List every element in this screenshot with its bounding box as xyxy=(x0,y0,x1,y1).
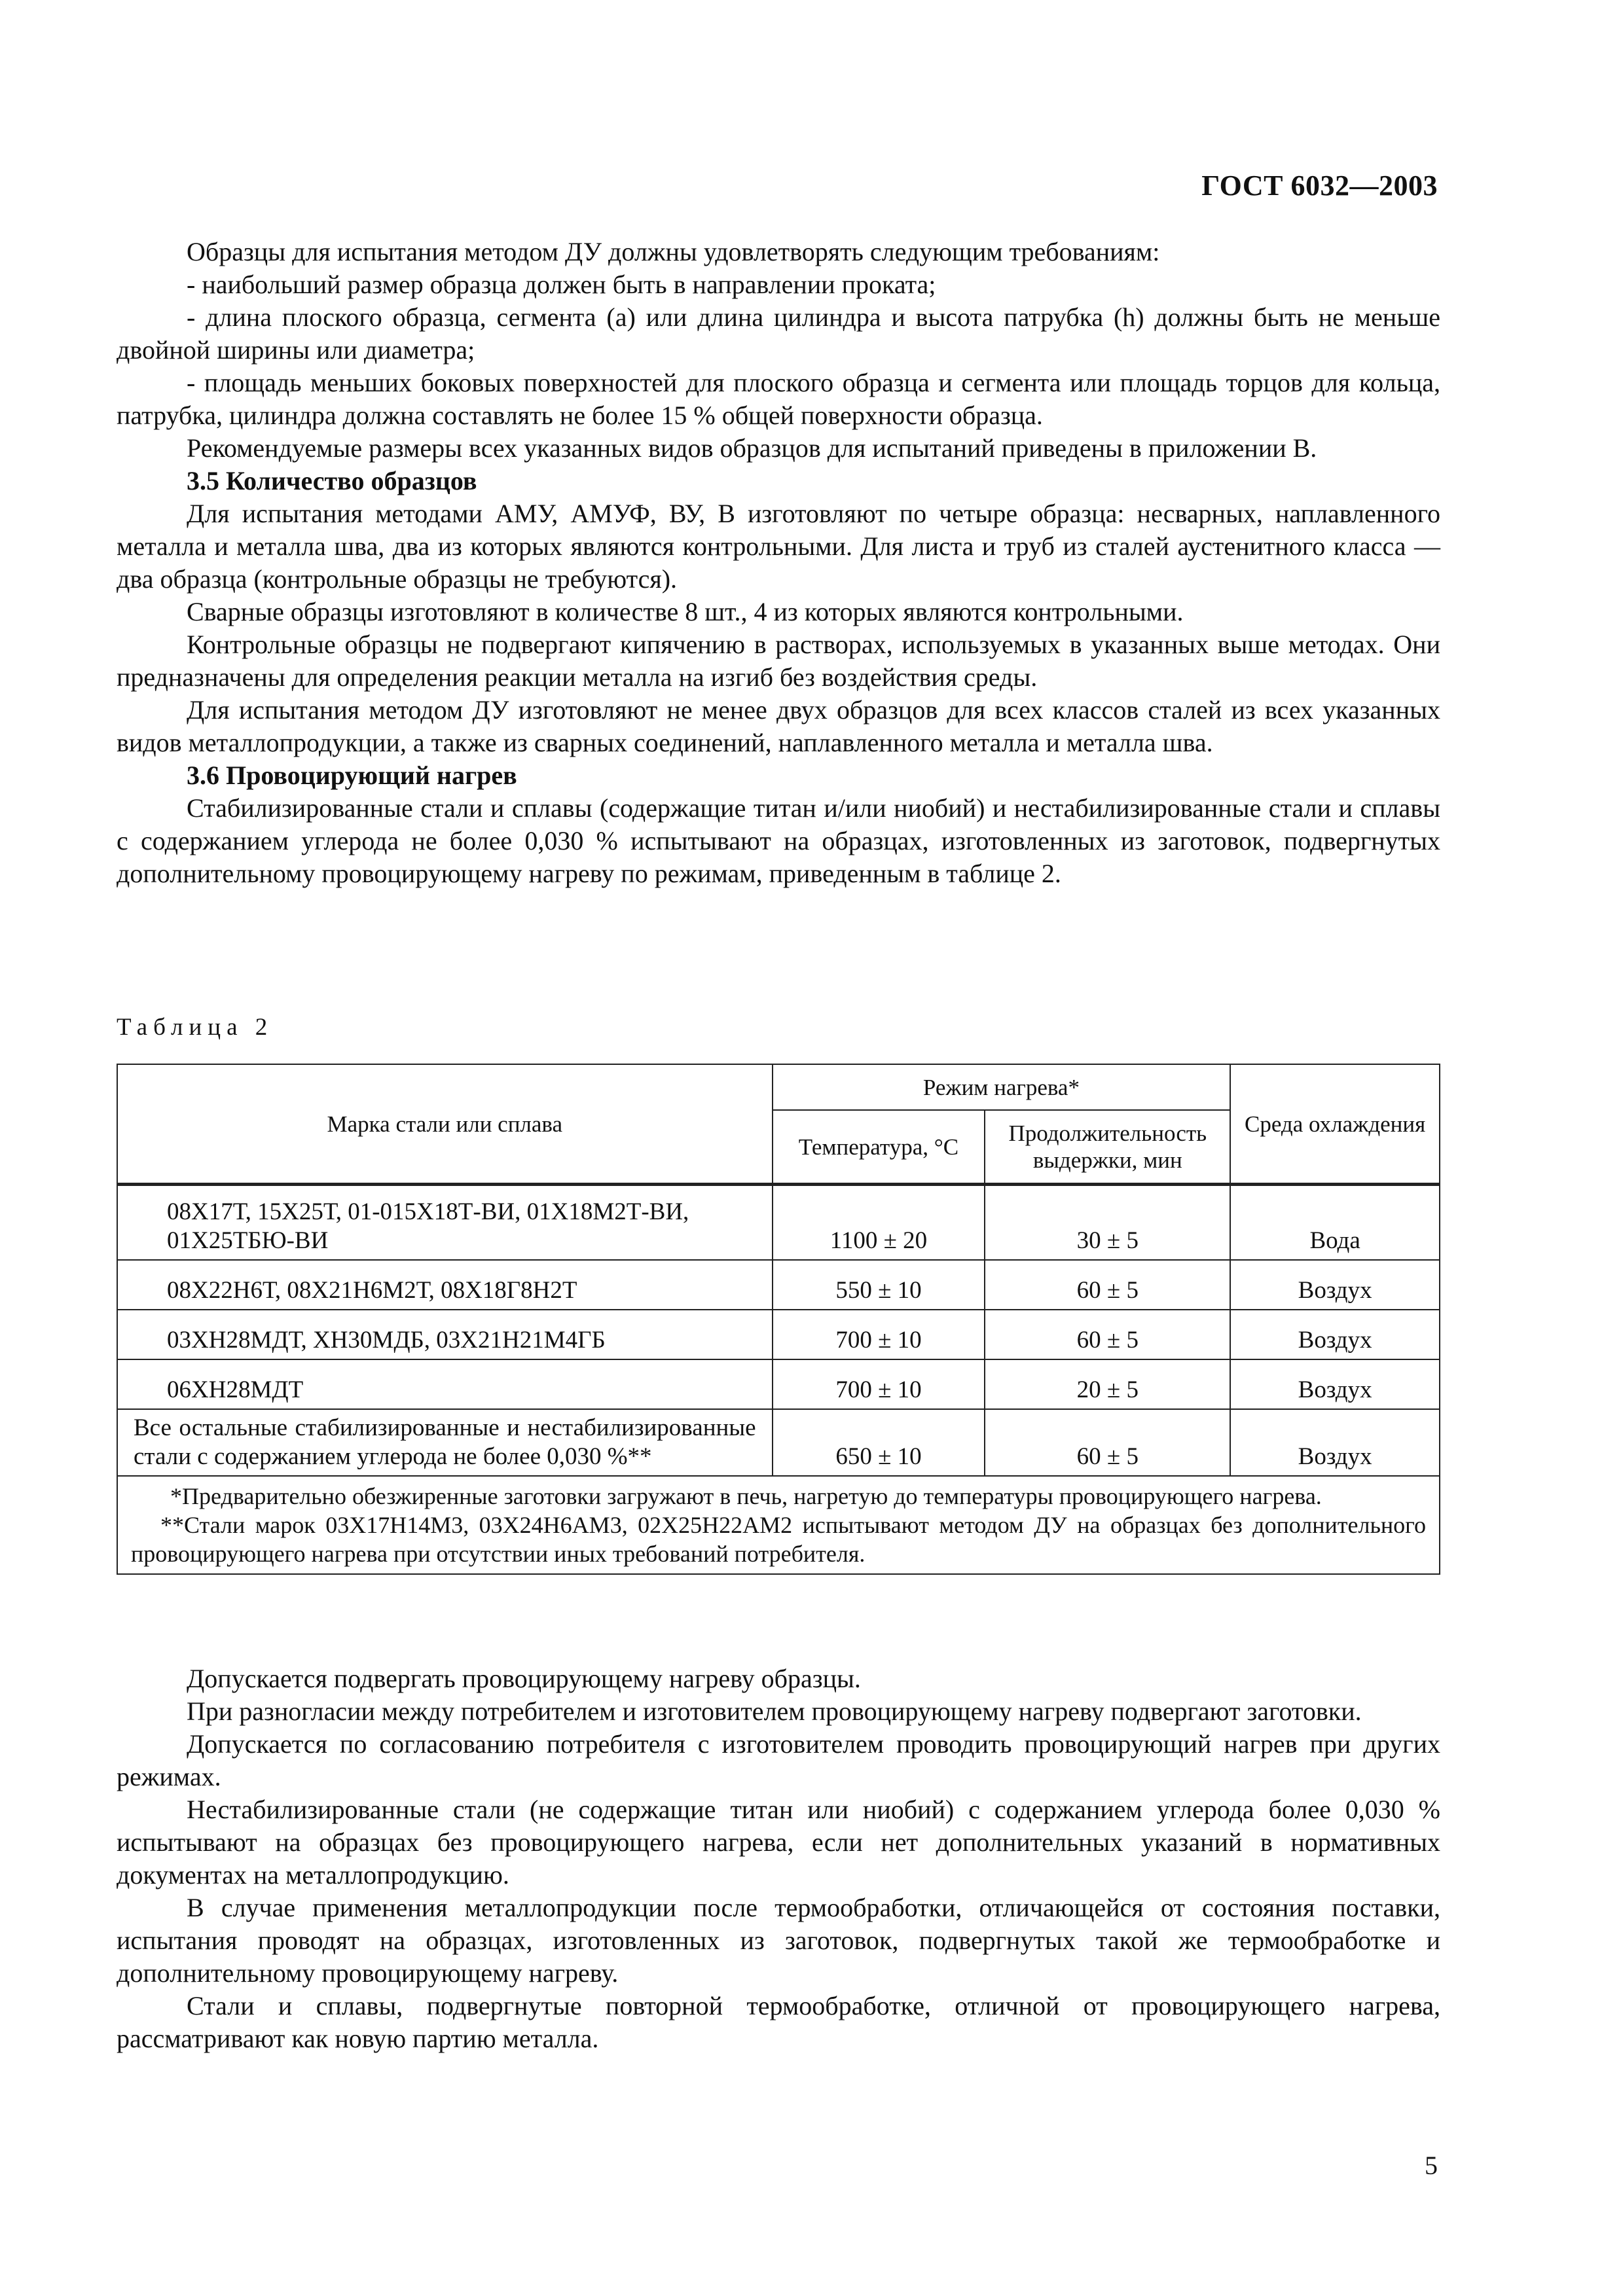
table-notes xyxy=(117,1476,1440,1574)
temp-cell: 650 ± 10 xyxy=(773,1409,985,1476)
cooling-cell: Воздух xyxy=(1230,1310,1440,1359)
duration-cell: 20 ± 5 xyxy=(985,1359,1230,1409)
table-row xyxy=(117,1260,1440,1310)
header-temperature: Температура, °С xyxy=(773,1110,985,1185)
list-item: - площадь меньших боковых поверхностей для плоского образца и сегмента или площадь торцов для кольца, патрубка, цилиндра должна составлять не более 15 % общей поверхности образца. xyxy=(117,368,1440,430)
temp-cell: 1100 ± 20 xyxy=(773,1185,985,1261)
cooling-cell: Воздух xyxy=(1230,1409,1440,1476)
duration-cell: 30 ± 5 xyxy=(985,1185,1230,1261)
paragraph: В случае применения металлопродукции после термообработки, отличающейся от состояния поставки, испытания проводят на образцах, изготовленных из заготовок, подвергнутых такой же термообработке и дополнительному провоцирующему нагреву. xyxy=(117,1893,1440,1988)
cooling-cell: Вода xyxy=(1230,1185,1440,1261)
header-grade: Марка стали или сплава xyxy=(117,1064,773,1185)
grade-cell: Все остальные стабилизированные и нестабилизированные стали с содержанием углерода не более 0,030 %** xyxy=(117,1409,773,1476)
temp-cell: 550 ± 10 xyxy=(773,1260,985,1310)
page-number: 5 xyxy=(1425,2151,1438,2180)
paragraph: Допускается подвергать провоцирующему нагреву образцы. xyxy=(187,1664,861,1693)
duration-cell: 60 ± 5 xyxy=(985,1260,1230,1310)
table-row xyxy=(117,1185,1440,1261)
temp-cell: 700 ± 10 xyxy=(773,1359,985,1409)
document-header: ГОСТ 6032—2003 xyxy=(1201,170,1438,202)
paragraph: При разногласии между потребителем и изготовителем провоцирующему нагреву подвергают заготовки. xyxy=(187,1696,1362,1726)
header-mode: Режим нагрева* xyxy=(773,1064,1231,1110)
cooling-cell: Воздух xyxy=(1230,1260,1440,1310)
paragraph: Стали и сплавы, подвергнутые повторной термообработке, отличной от провоцирующего нагрева, рассматривают как новую партию металла. xyxy=(117,1991,1440,2053)
header-duration: Продолжительность выдержки, мин xyxy=(985,1110,1230,1185)
table-row xyxy=(117,1310,1440,1359)
paragraph: Для испытания методами АМУ, АМУФ, ВУ, В изготовляют по четыре образца: несварных, наплавленного металла и металла шва, два из которых являются контрольными. Для листа и труб из сталей аустенитного класса — два образца (контрольные образцы не требуются). xyxy=(117,499,1440,594)
paragraph: Сварные образцы изготовляют в количестве 8 шт., 4 из которых являются контрольными. xyxy=(187,597,1184,626)
grade-cell: 08Х22Н6Т, 08Х21Н6М2Т, 08Х18Г8Н2Т xyxy=(117,1260,773,1310)
heating-modes-table xyxy=(117,1064,1440,1575)
paragraph: Стабилизированные стали и сплавы (содержащие титан и/или ниобий) и нестабилизированные стали и сплавы с содержанием углерода не более 0,030 % испытывают на образцах, изготовленных из заготовок, подвергнутых дополнительному провоцирующему нагреву по режимам, приведенным в таблице 2. xyxy=(117,793,1440,888)
paragraph: Для испытания методом ДУ изготовляют не менее двух образцов для всех классов сталей из всех указанных видов металлопродукции, а также из сварных соединений, наплавленного металла и металла шва. xyxy=(117,695,1440,757)
paragraph: Контрольные образцы не подвергают кипячению в растворах, используемых в указанных выше методах. Они предназначены для определения реакции металла на изгиб без воздействия среды. xyxy=(117,630,1440,692)
table-footnote: **Стали марок 03Х17Н14М3, 03Х24Н6АМ3, 02Х25Н22АМ2 испытывают методом ДУ на образцах без дополнительного провоцирующего нагрева при отсутствии иных требований потребителя. xyxy=(131,1512,1426,1567)
paragraph: Допускается по согласованию потребителя с изготовителем проводить провоцирующий нагрев при других режимах. xyxy=(117,1729,1440,1791)
section-heading: 3.6 Провоцирующий нагрев xyxy=(187,761,517,790)
cooling-cell: Воздух xyxy=(1230,1359,1440,1409)
table-footnote: *Предварительно обезжиренные заготовки загружают в печь, нагретую до температуры провоцирующего нагрева. xyxy=(170,1483,1322,1509)
section-heading: 3.5 Количество образцов xyxy=(187,466,477,495)
duration-cell: 60 ± 5 xyxy=(985,1310,1230,1359)
grade-cell: 08Х17Т, 15Х25Т, 01-015Х18Т-ВИ, 01Х18М2Т-ВИ, 01Х25ТБЮ-ВИ xyxy=(117,1185,773,1261)
temp-cell: 700 ± 10 xyxy=(773,1310,985,1359)
main-text xyxy=(117,236,1440,890)
table-caption: Таблица 2 xyxy=(117,1014,274,1041)
grade-cell: 06ХН28МДТ xyxy=(117,1359,773,1409)
table-row xyxy=(117,1359,1440,1409)
paragraph: Рекомендуемые размеры всех указанных видов образцов для испытаний приведены в приложении В. xyxy=(187,433,1317,463)
duration-cell: 60 ± 5 xyxy=(985,1409,1230,1476)
list-item: - наибольший размер образца должен быть в направлении проката; xyxy=(187,270,936,299)
grade-cell: 03ХН28МДТ, ХН30МДБ, 03Х21Н21М4ГБ xyxy=(117,1310,773,1359)
list-item: - длина плоского образца, сегмента (a) или длина цилиндра и высота патрубка (h) должны быть не меньше двойной ширины или диаметра; xyxy=(117,302,1440,365)
after-table-text xyxy=(117,1662,1440,2055)
paragraph: Нестабилизированные стали (не содержащие титан или ниобий) с содержанием углерода более 0,030 % испытывают на образцах без провоцирующего нагрева, если нет дополнительных указаний в нормативных документах на металлопродукцию. xyxy=(117,1795,1440,1890)
table-notes-row xyxy=(117,1476,1440,1574)
paragraph: Образцы для испытания методом ДУ должны удовлетворять следующим требованиям: xyxy=(187,237,1160,266)
header-cooling: Среда охлаждения xyxy=(1230,1064,1440,1185)
table-row xyxy=(117,1409,1440,1476)
